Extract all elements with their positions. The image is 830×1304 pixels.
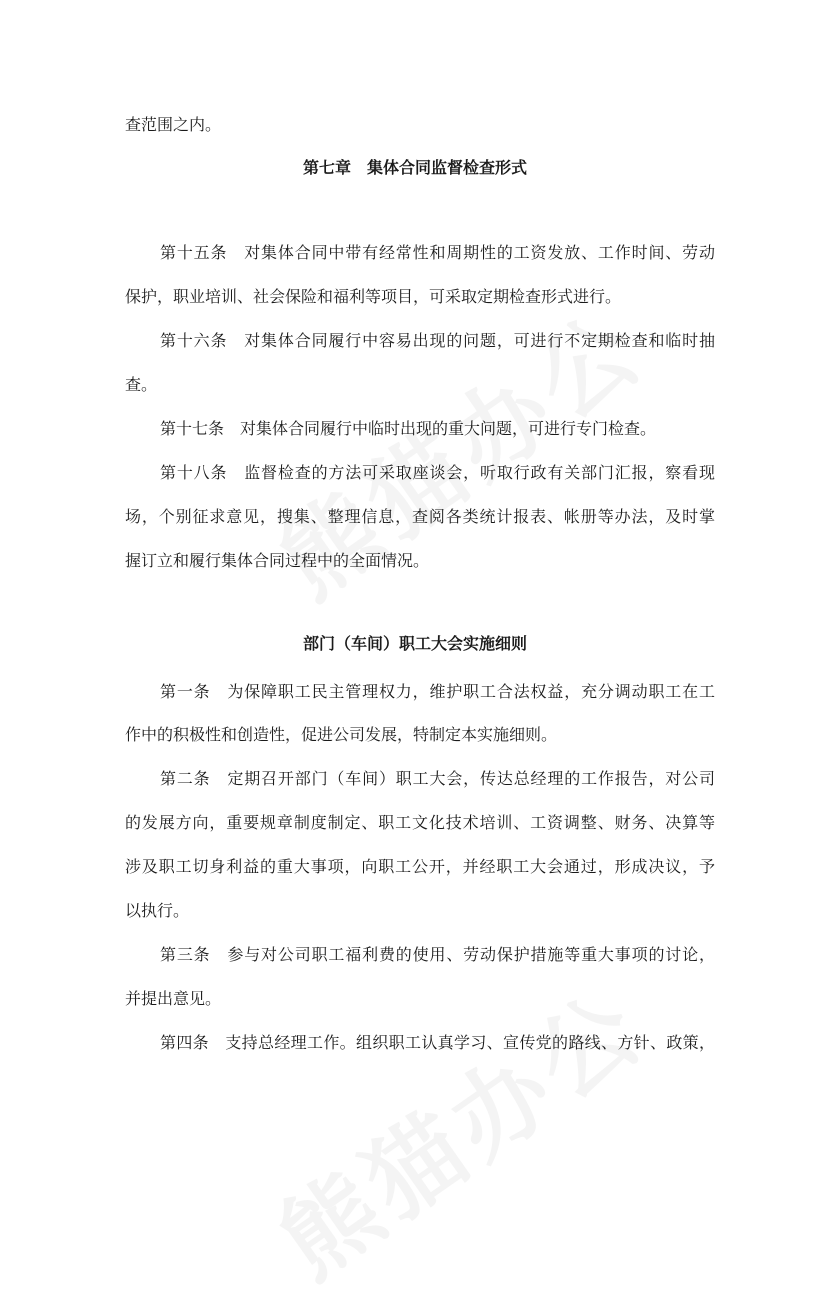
rule-3-line-1: 第三条 参与对公司职工福利费的使用、劳动保护措施等重大事项的讨论， xyxy=(160,945,715,964)
rule-4-line-1: 第四条 支持总经理工作。组织职工认真学习、宣传党的路线、方针、政策， xyxy=(160,1033,715,1052)
rule-3-line-2: 并提出意见。 xyxy=(125,989,222,1008)
chapter-heading: 第七章 集体合同监督检查形式 xyxy=(302,158,527,177)
article-15-line-2: 保护，职业培训、社会保险和福利等项目，可采取定期检查形式进行。 xyxy=(125,287,622,306)
rule-2-line-4: 以执行。 xyxy=(125,901,190,920)
article-16-line-2: 查。 xyxy=(125,375,158,394)
article-18-line-3: 握订立和履行集体合同过程中的全面情况。 xyxy=(125,551,430,570)
paragraph-line: 查范围之内。 xyxy=(125,115,222,134)
article-18-line-2: 场，个别征求意见，搜集、整理信息，查阅各类统计报表、帐册等办法，及时掌 xyxy=(125,507,715,526)
rule-2-line-2: 的发展方向，重要规章制度制定、职工文化技术培训、工资调整、财务、决算等 xyxy=(125,813,715,832)
rule-2-line-1: 第二条 定期召开部门（车间）职工大会，传达总经理的工作报告，对公司 xyxy=(160,769,715,788)
article-15-line-1: 第十五条 对集体合同中带有经常性和周期性的工资发放、工作时间、劳动 xyxy=(160,243,715,262)
rule-1-line-1: 第一条 为保障职工民主管理权力，维护职工合法权益，充分调动职工在工 xyxy=(160,682,715,701)
section-heading: 部门（车间）职工大会实施细则 xyxy=(302,634,527,653)
article-17-line-1: 第十七条 对集体合同履行中临时出现的重大问题，可进行专门检查。 xyxy=(160,419,657,438)
article-16-line-1: 第十六条 对集体合同履行中容易出现的问题，可进行不定期检查和临时抽 xyxy=(160,331,715,350)
rule-2-line-3: 涉及职工切身利益的重大事项，向职工公开，并经职工大会通过，形成决议，予 xyxy=(125,857,715,876)
article-18-line-1: 第十八条 监督检查的方法可采取座谈会，听取行政有关部门汇报，察看现 xyxy=(160,463,715,482)
rule-1-line-2: 作中的积极性和创造性，促进公司发展，特制定本实施细则。 xyxy=(125,725,558,744)
